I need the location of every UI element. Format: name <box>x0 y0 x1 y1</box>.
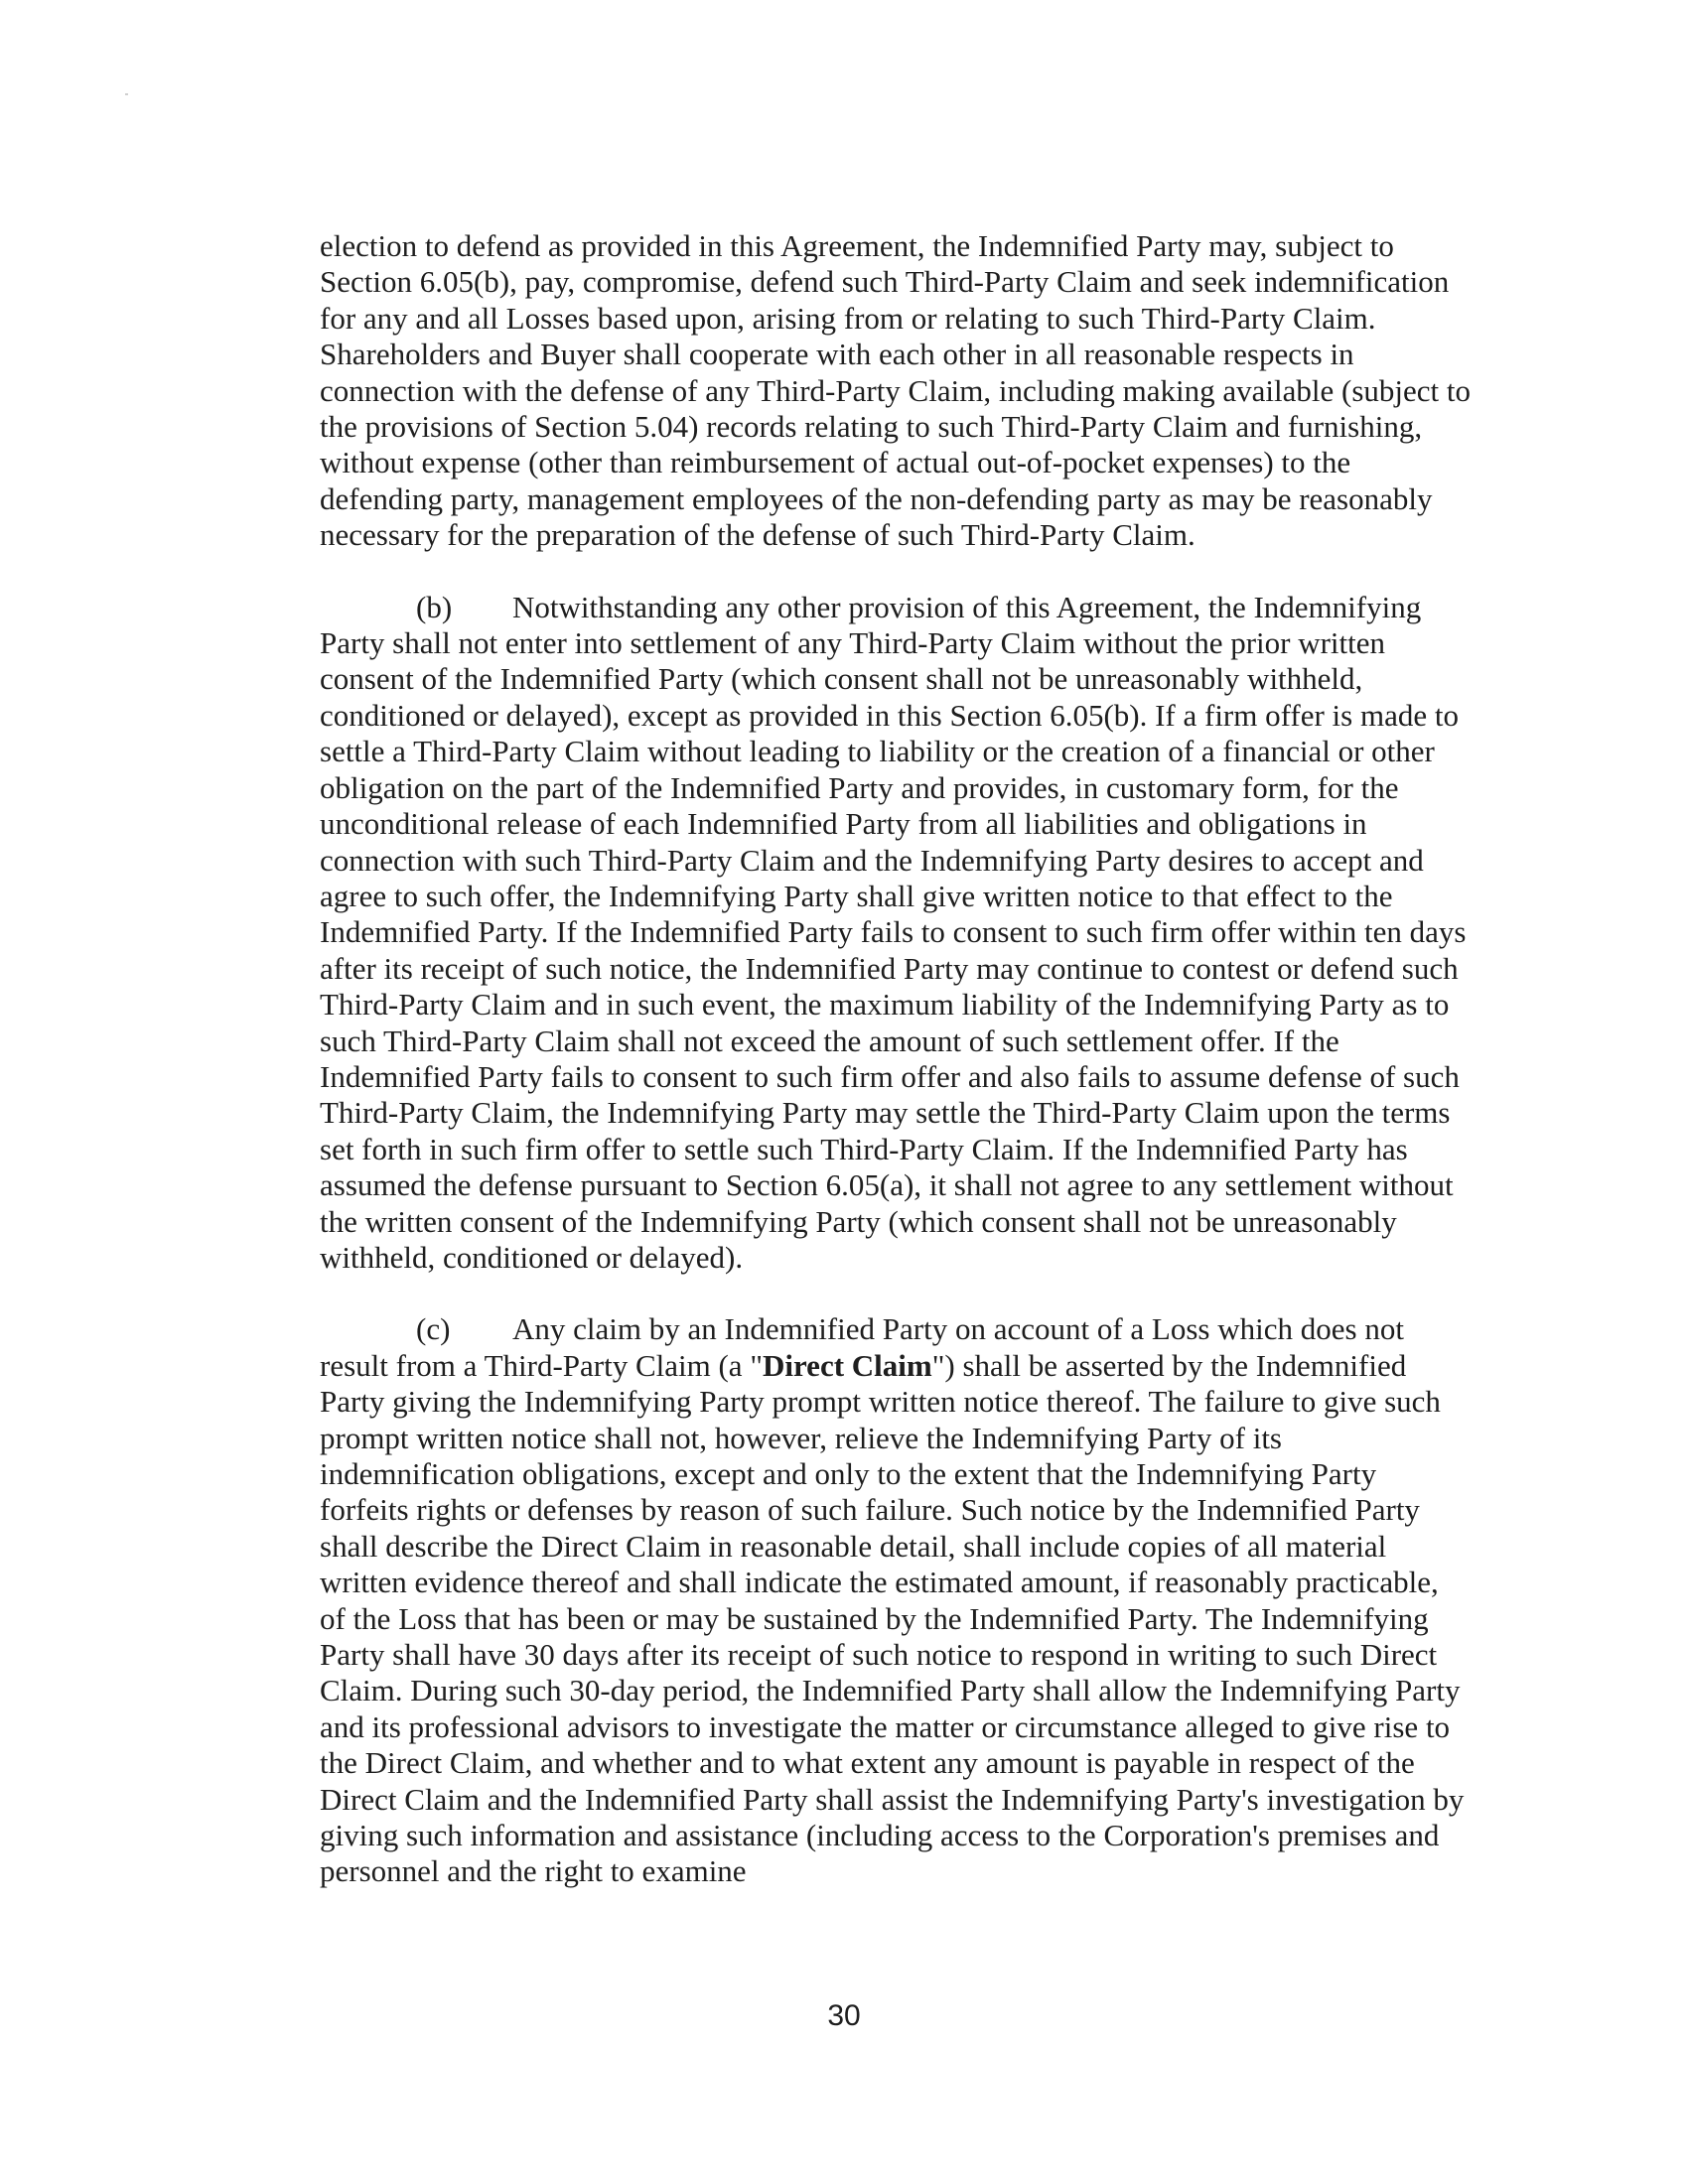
scan-speck <box>125 93 128 95</box>
paragraph-text: Notwithstanding any other provision of this Agreement, the Indemnifying Party shall not enter into settlement of any Third-Party Claim without the prior written consent of the Indemnified Party (which consent shall not be unreasonably withheld, conditioned or delayed), except as provided in this Section 6.05(b). If a firm offer is made to settle a Third-Party Claim without leading to liability or the creation of a financial or other obligation on the part of the Indemnified Party and provides, in customary form, for the unconditional release of each Indemnified Party from all liabilities and obligations in connection with such Third-Party Claim and the Indemnifying Party desires to accept and agree to such offer, the Indemnifying Party shall give written notice to that effect to the Indemnified Party. If the Indemnified Party fails to consent to such firm offer within ten days after its receipt of such notice, the Indemnified Party may continue to contest or defend such Third-Party Claim and in such event, the maximum liability of the Indemnifying Party as to such Third-Party Claim shall not exceed the amount of such settlement offer. If the Indemnified Party fails to consent to such firm offer and also fails to assume defense of such Third-Party Claim, the Indemnifying Party may settle the Third-Party Claim upon the terms set forth in such firm offer to settle such Third-Party Claim. If the Indemnified Party has assumed the defense pursuant to Section 6.05(a), it shall not agree to any settlement without the written consent of the Indemnifying Party (which consent shall not be unreasonably withheld, conditioned or delayed). <box>320 589 1467 1275</box>
page-number: 30 <box>827 1999 861 2032</box>
paragraph-text: election to defend as provided in this Agreement, the Indemnified Party may, subject to Section 6.05(b), pay, compromise, defend such Third-Party Claim and seek indemnification for any and all Losses based upon, arising from or relating to such Third-Party Claim. Shareholders and Buyer shall cooperate with each other in all reasonable respects in connection with the defense of any Third-Party Claim, including making available (subject to the provisions of Section 5.04) records relating to such Third-Party Claim and furnishing, without expense (other than reimbursement of actual out-of-pocket expenses) to the defending party, management employees of the non-defending party as may be reasonably necessary for the preparation of the defense of such Third-Party Claim. <box>320 228 1472 553</box>
paragraph-text-after: ") shall be asserted by the Indemnified Party giving the Indemnifying Party prompt written notice thereof. The failure to give such prompt written notice shall not, however, relieve the Indemnifying Party of its indemnification obligations, except and only to the extent that the Indemnifying Party forfeits rights or defenses by reason of such failure. Such notice by the Indemnified Party shall describe the Direct Claim in reasonable detail, shall include copies of all material written evidence thereof and shall indicate the estimated amount, if reasonably practicable, of the Loss that has been or may be sustained by the Indemnified Party. The Indemnifying Party shall have 30 days after its receipt of such notice to respond in writing to such Direct Claim. During such 30-day period, the Indemnified Party shall allow the Indemnifying Party and its professional advisors to investigate the matter or circumstance alleged to give rise to the Direct Claim, and whether and to what extent any amount is payable in respect of the Direct Claim and the Indemnified Party shall assist the Indemnifying Party's investigation by giving such information and assistance (including access to the Corporation's premises and personnel and the right to examine <box>320 1347 1465 1889</box>
paragraph-b <box>320 590 1472 1277</box>
paragraph-c <box>320 1311 1472 1890</box>
defined-term: Direct Claim <box>762 1347 932 1383</box>
paragraph-label: (b) <box>416 589 453 624</box>
paragraph-label: (c) <box>416 1311 451 1347</box>
paragraph-continuation <box>320 228 1472 554</box>
body-text <box>320 228 1472 1890</box>
paragraph-text-before: Any claim by an Indemnified Party on account of a Loss which does not result from a Third-Party Claim (a " <box>320 1311 1404 1383</box>
